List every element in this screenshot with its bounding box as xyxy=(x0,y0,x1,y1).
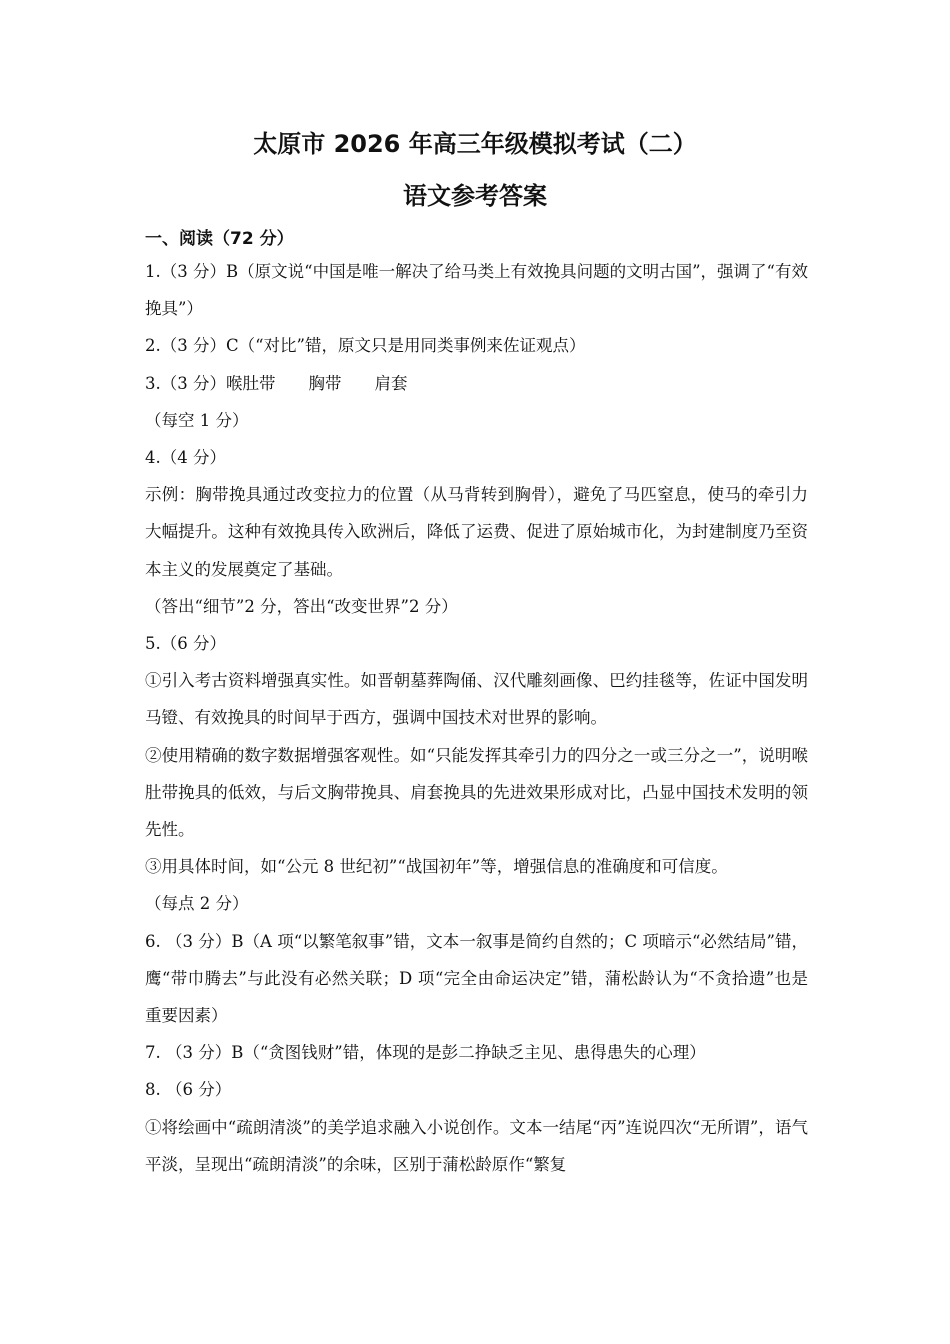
answer-paragraph: 2.（3 分）C（“对比”错，原文只是用同类事例来佐证观点） xyxy=(145,336,586,356)
document-subtitle: 语文参考答案 xyxy=(403,182,547,210)
answer-paragraph: ①引入考古资料增强真实性。如晋朝墓葬陶俑、汉代雕刻画像、巴约挂毯等，佐证中国发明马镫、有效挽具的时间早于西方，强调中国技术对世界的影响。 xyxy=(145,671,808,728)
answer-paragraph: 示例：胸带挽具通过改变拉力的位置（从马背转到胸骨），避免了马匹窒息，使马的牵引力大幅提升。这种有效挽具传入欧洲后，降低了运费、促进了原始城市化，为封建制度乃至资本主义的发展奠定了基础。 xyxy=(145,485,808,579)
answer-paragraph: ③用具体时间，如“公元 8 世纪初”“战国初年”等，增强信息的准确度和可信度。 xyxy=(145,857,728,877)
answer-paragraph: （答出“细节”2 分，答出“改变世界”2 分） xyxy=(145,596,458,616)
answer-paragraph: ②使用精确的数字数据增强客观性。如“只能发挥其牵引力的四分之一或三分之一”，说明喉肚带挽具的低效，与后文胸带挽具、肩套挽具的先进效果形成对比，凸显中国技术发明的领先性。 xyxy=(145,745,808,840)
answer-paragraph: （每点 2 分） xyxy=(145,894,249,914)
answer-body xyxy=(145,253,808,1183)
answer-paragraph: 4.（4 分） xyxy=(145,448,226,468)
answer-paragraph: ①将绘画中“疏朗清淡”的美学追求融入小说创作。文本一结尾“丙”连说四次“无所谓”，语气平淡，呈现出“疏朗清淡”的余味，区别于蒲松龄原作“繁复 xyxy=(145,1117,808,1174)
document-title: 太原市 2026 年高三年级模拟考试（二） xyxy=(253,130,697,158)
answer-paragraph: 1.（3 分）B（原文说“中国是唯一解决了给马类上有效挽具问题的文明古国”，强调了“有效挽具”） xyxy=(145,262,808,319)
answer-paragraph: （每空 1 分） xyxy=(145,410,249,430)
answer-paragraph: 7. （3 分）B（“贪图钱财”错，体现的是彭二挣缺乏主见、患得患失的心理） xyxy=(145,1043,706,1063)
answer-paragraph: 3.（3 分）喉肚带 胸带 肩套 xyxy=(145,373,408,393)
answer-paragraph: 8. （6 分） xyxy=(145,1080,232,1100)
section-heading: 一、阅读（72 分） xyxy=(145,229,294,249)
answer-paragraph: 6. （3 分）B（A 项“以繁笔叙事”错，文本一叙事是简约自然的；C 项暗示“必然结局”错，鹰“带巾腾去”与此没有必然关联；D 项“完全由命运决定”错，蒲松龄认为“不贪拾遗”也是重要因素） xyxy=(145,931,808,1026)
answer-paragraph: 5.（6 分） xyxy=(145,634,226,654)
